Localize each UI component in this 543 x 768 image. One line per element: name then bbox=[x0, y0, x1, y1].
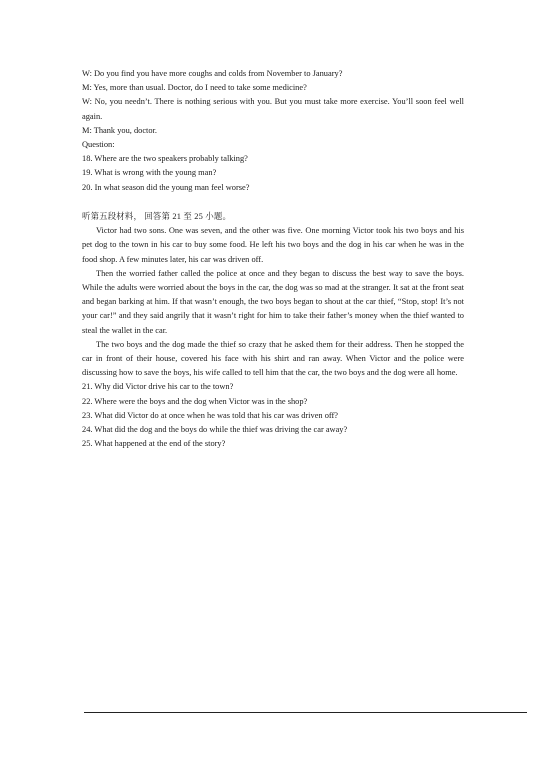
story-section bbox=[82, 210, 464, 451]
footer-divider bbox=[84, 712, 527, 713]
story-paragraph-text: Victor had two sons. One was seven, and the other was five. One morning Victor took his two boys and his pet dog to the town in his car to buy some food. He left his two boys and the dog in his car when he was in the food shop. A few minutes later, his car was driven off. bbox=[82, 226, 464, 264]
story-paragraph bbox=[82, 338, 464, 381]
question-item: 22. Where were the boys and the dog when Victor was in the shop? bbox=[82, 396, 308, 406]
question-item: 21. Why did Victor drive his car to the town? bbox=[82, 382, 234, 392]
story-paragraph-text: The two boys and the dog made the thief so crazy that he asked them for their address. Then he stopped the car in front of their house, covered his face with his shirt and ran away. When Victor and the police were discussing how to save the boys, his wife called to tell him that the car, the two boys and the dog were all home. bbox=[82, 339, 464, 378]
question-item: 24. What did the dog and the boys do while the thief was driving the car away? bbox=[82, 425, 348, 435]
dialogue-line: W: No, you needn’t. There is nothing serious with you. But you must take more exercise. You’ll soon feel well again. bbox=[82, 97, 464, 121]
question-item: 20. In what season did the young man feel worse? bbox=[82, 182, 250, 192]
question-item: 19. What is wrong with the young man? bbox=[82, 168, 217, 178]
question-item: 25. What happened at the end of the story? bbox=[82, 439, 226, 449]
section-heading: 听第五段材料， 回答第 21 至 25 小题。 bbox=[82, 212, 232, 221]
dialogue-line: M: Yes, more than usual. Doctor, do I need to take some medicine? bbox=[82, 83, 307, 93]
dialogue-section bbox=[82, 67, 464, 195]
story-paragraph bbox=[82, 267, 464, 338]
question-label: Question: bbox=[82, 140, 115, 150]
dialogue-line: W: Do you find you have more coughs and colds from November to January? bbox=[82, 69, 343, 78]
story-paragraph bbox=[82, 224, 464, 267]
dialogue-line: M: Thank you, doctor. bbox=[82, 125, 157, 135]
question-item: 18. Where are the two speakers probably talking? bbox=[82, 154, 248, 164]
question-item: 23. What did Victor do at once when he was told that his car was driven off? bbox=[82, 410, 339, 420]
story-paragraph-text: Then the worried father called the police at once and they began to discuss the best way to save the boys. While the adults were worried about the boys in the car, the dog was so mad at the stranger. It sat at the front seat and began barking at him. If that wasn’t enough, the two boys began to shout at the car thief, “Stop, stop! It’s not your car!” and they said angrily that it wasn’t right for him to take their father’s money when the thief wanted to steal the wallet in the car. bbox=[82, 268, 464, 335]
